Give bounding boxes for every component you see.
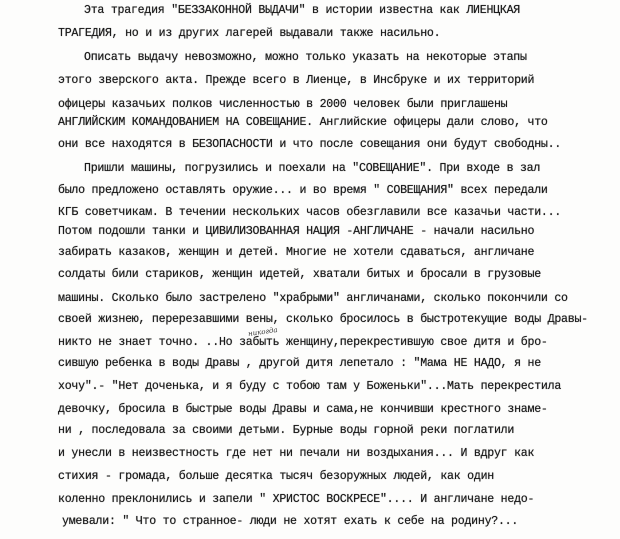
text-line: забирать казаков, женщин и детей. Многие не хотели сдаваться, англичане (58, 246, 535, 259)
text-line: стихия - громада, больше десятка тысяч безоружных людей, как один (58, 470, 494, 483)
text-line: офицеры казачьих полков численностью в 2000 человек были приглашены (58, 98, 508, 111)
text-line: умевали: " Что то странное- люди не хотят ехать к себе на родину?... (62, 515, 519, 528)
text-line: Эта трагедия "БЕЗЗАКОННОЙ ВЫДАЧИ" в истории известна как ЛИЕНЦКАЯ (84, 4, 520, 17)
text-line: Описать выдачу невозможно, можно только указать на некоторые этапы (84, 51, 527, 64)
text-line: машины. Сколько было застрелено "храбрыми" англичанами, сколько покончили со (58, 292, 568, 305)
text-line: ТРАГЕДИЯ, но и из других лагерей выдавали также насильно. (58, 27, 441, 40)
text-line: Пришли машины, погрузились и поехали на "СОВЕЩАНИЕ". При входе в зал (84, 162, 541, 175)
text-line: и унесли в неизвестность где нет ни печали ни воздыхания... И вдруг как (58, 447, 535, 460)
text-line: было предложено оставлять оружие... и во время " СОВЕЩАНИЯ" всех передали (58, 184, 548, 197)
text-line: ни , последовала за своими детьми. Бурные воды горной реки поглатили (58, 424, 515, 437)
text-line: девочку, бросила в быстрые воды Дравы и сама,не кончивши крестного знаме- (58, 403, 548, 416)
text-line: этого зверского акта. Прежде всего в Лиенце, в Инсбруке и их территорий (58, 74, 535, 87)
text-line: сившую ребенка в воды Дравы , другой дитя лепетало : "Мама НЕ НАДО, я не (58, 357, 541, 370)
text-line: они все находятся в БЕЗОПАСНОСТИ и что после совещания они будут свободны.. (58, 138, 562, 151)
text-line: солдаты били стариков, женщин идетей, хватали битых и бросали в грузовые (58, 268, 541, 281)
text-line: АНГЛИЙСКИМ КОМАНДОВАНИЕМ НА СОВЕЩАНИЕ. Английские офицеры дали слово, что (58, 116, 548, 129)
text-line: хочу".- "Нет доченька, и я буду с тобою там у Боженьки"...Мать перекрестила (58, 380, 562, 393)
text-line: своей жизнею, перерезавшими вены, сколько бросилось в быстротекущие воды Дравы- (58, 313, 588, 326)
text-line: Потом подошли танки и ЦИВИЛИЗОВАННАЯ НАЦИЯ -АНГЛИЧАНЕ - начали насильно (58, 225, 535, 238)
handwritten-note: никогда (247, 325, 279, 339)
text-line: никто не знает точно. ..Но забыть женщину,перекрестившую свое дитя и бро- (58, 336, 548, 349)
text-line: коленно преклонились и запели " ХРИСТОС ВОСКРЕСЕ".... И англичане недо- (58, 493, 535, 506)
text-line: КГБ советчикам. В течении нескольких часов обезглавили все казачьи части... (58, 206, 562, 219)
